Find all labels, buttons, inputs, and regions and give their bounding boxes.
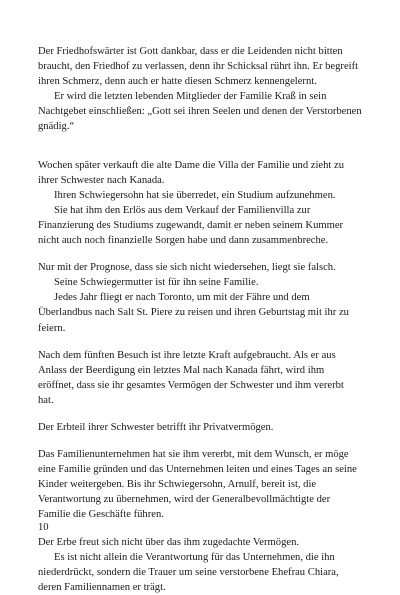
paragraph-6: Nur mit der Prognose, dass sie sich nicht wiedersehen, liegt sie falsch. (38, 262, 336, 274)
paragraph-11: Das Familienunternehmen hat sie ihm vererbt, mit dem Wunsch, er möge eine Familie gründen und das Unternehmen leiten und eines Tages an seine Kinder weitergeben. Bis ihr Schwiegersohn, Arnulf, bereit ist, die Verantwortung zu übernehmen, wird der Generalbevollmächtigte der Familie die Geschäfte führen. (38, 449, 357, 521)
paragraph-7: Seine Schwiegermutter ist für ihn seine Familie. (54, 277, 259, 289)
page-number: 10 (38, 522, 49, 533)
paragraph-10: Der Erbteil ihrer Schwester betrifft ihr Privatvermögen. (38, 421, 274, 433)
paragraph-5: Sie hat ihm den Erlös aus dem Verkauf der Familienvilla zur Finanzierung des Studiums zugewandt, damit er neben seinem Kummer nicht auch noch finanzielle Sorgen habe und dann zusammenbreche. (38, 204, 344, 247)
paragraph-3: Wochen später verkauft die alte Dame die Villa der Familie und zieht zu ihrer Schwester nach Kanada. (38, 159, 345, 186)
paragraph-8: Jedes Jahr fliegt er nach Toronto, um mit der Fähre und dem Überlandbus nach Salt St. Piere zu reisen und ihren Geburtstag mit ihr zu feiern. (38, 292, 349, 334)
paragraph-2: Er wird die letzten lebenden Mitglieder der Familie Kraß in sein Nachtgebet einschließen: „Gott sei ihren Seelen und denen der Verstorbenen gnädig.“ (38, 91, 362, 133)
paragraph-1: Der Friedhofswärter ist Gott dankbar, dass er die Leidenden nicht bitten braucht, den Friedhof zu verlassen, denn ihr Schicksal rührt ihn. Er begreift ihren Schmerz, denn auch er hatte diesen Schmerz kennengelernt. (38, 46, 359, 88)
paragraph-9: Nach dem fünften Besuch ist ihre letzte Kraft aufgebraucht. Als er aus Anlass der Beerdigung ein letztes Mal nach Kanada fährt, wird ihm eröffnet, dass sie ihr gesamtes Vermögen der Schwester und ihm vererbt hat. (38, 349, 344, 406)
paragraph-12: Der Erbe freut sich nicht über das ihm zugedachte Vermögen. (38, 536, 300, 548)
paragraph-13: Es ist nicht allein die Verantwortung für das Unternehmen, die ihn niederdrückt, sondern die Trauer um seine verstorbene Ehefrau Chiara, deren Familiennamen er trägt. (38, 551, 339, 593)
paragraph-4: Ihren Schwiegersohn hat sie überredet, ein Studium aufzunehmen. (54, 189, 336, 201)
